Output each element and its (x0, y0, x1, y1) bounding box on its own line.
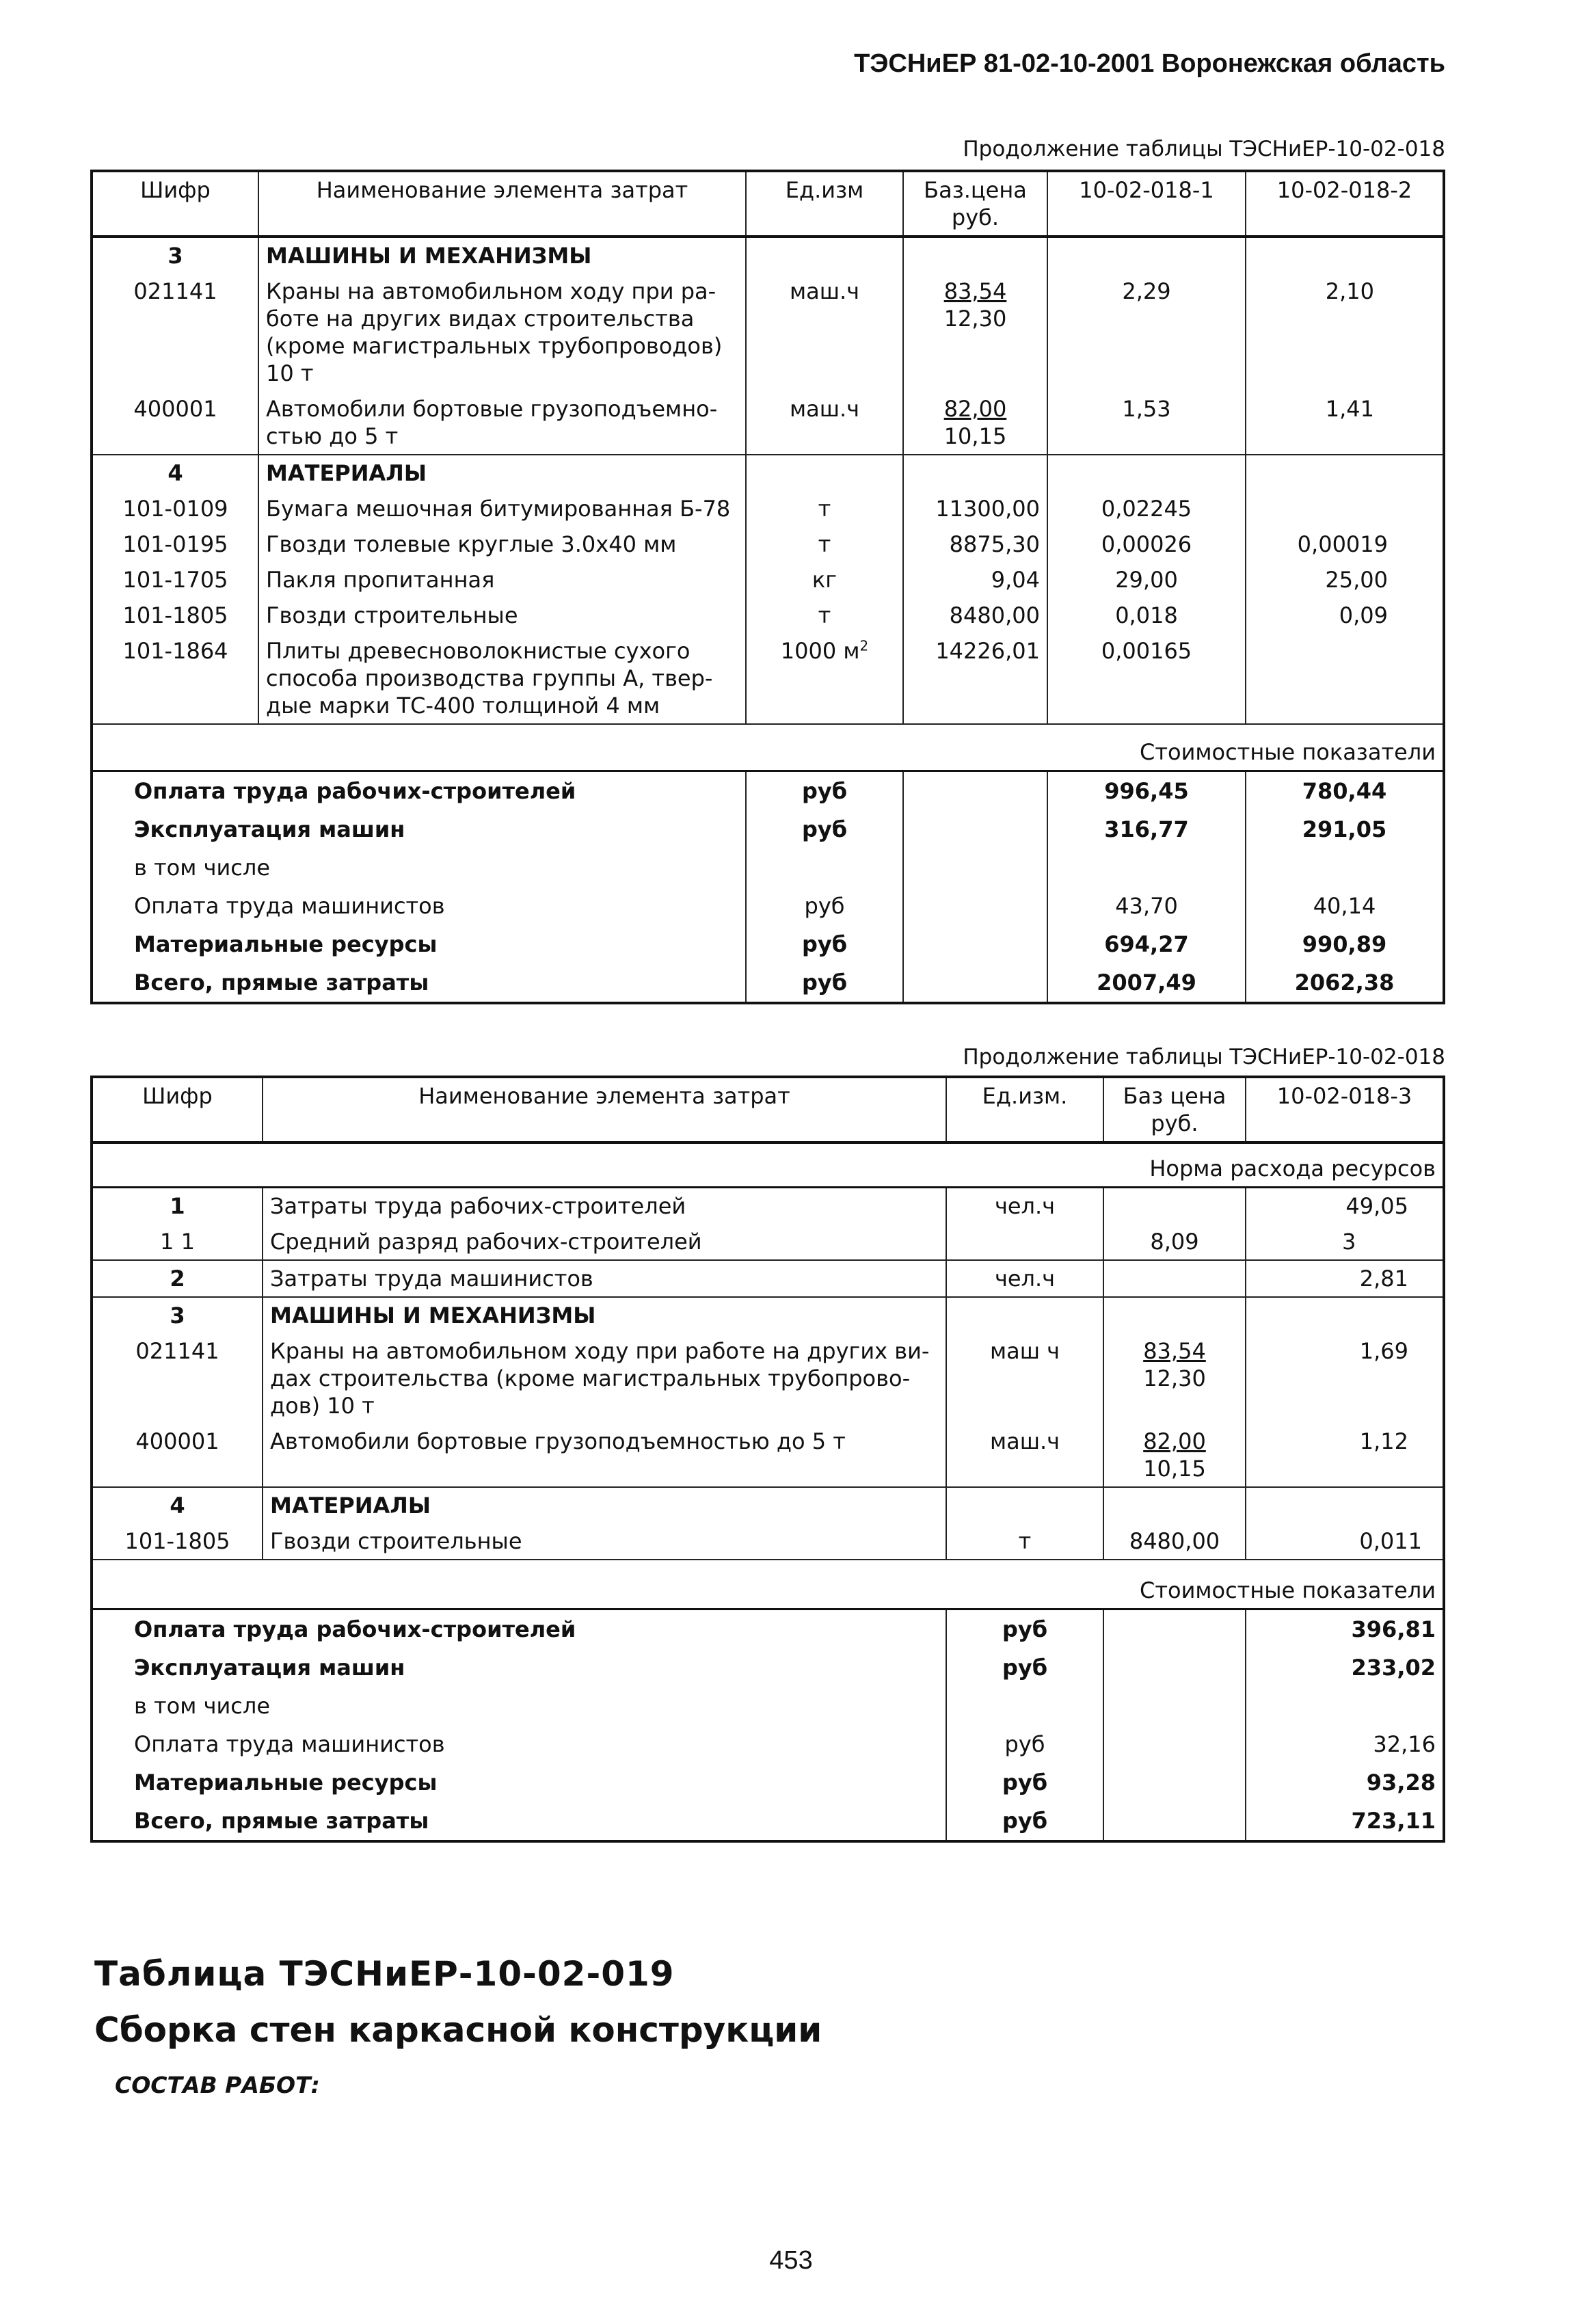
table1-machines-heading (92, 237, 1444, 273)
works-heading: СОСТАВ РАБОТ: (115, 2072, 320, 2098)
cost-row (92, 963, 1444, 1003)
table2 (90, 1076, 1445, 1843)
page-number: 453 (769, 2246, 813, 2275)
row-c1: 2,29 (1047, 273, 1246, 391)
cost-label: Оплата труда машинистов (134, 1731, 445, 1757)
row-name: Пакля пропитанная (258, 562, 746, 598)
section-number: 4 (92, 455, 258, 491)
table-row (92, 526, 1444, 562)
row-code: 2 (92, 1260, 263, 1297)
col-c1-header: 10-02-018-1 (1047, 171, 1246, 237)
norm-label: Норма расхода ресурсов (92, 1143, 1444, 1188)
row-code: 021141 (135, 1338, 219, 1364)
cost-c2: 780,44 (1246, 771, 1444, 811)
row-unit: т (746, 491, 903, 526)
row-code: 101-0109 (122, 496, 228, 522)
cost-row (92, 849, 1444, 887)
page-header: ТЭСНиЕР 81-02-10-2001 Воронежская область (854, 49, 1445, 78)
row-unit: чел.ч (946, 1188, 1103, 1225)
row-price (903, 273, 1047, 391)
row-code: 101-0195 (122, 531, 228, 557)
row-c2: 0,09 (1246, 598, 1444, 633)
cost-unit: руб (746, 771, 903, 811)
cost-indicators-row (92, 1560, 1444, 1610)
table-row (92, 633, 1444, 724)
cost-row (92, 771, 1444, 811)
table-row (92, 1523, 1444, 1560)
cost-c1: 43,70 (1047, 887, 1246, 925)
table1-materials-heading (92, 455, 1444, 491)
cost-c1: 996,45 (1047, 771, 1246, 811)
price-total: 83,54 (1143, 1338, 1206, 1364)
cost-label: Эксплуатация машин (134, 1655, 405, 1681)
table-row (92, 1260, 1444, 1297)
norm-row (92, 1143, 1444, 1188)
cost-row (92, 1610, 1444, 1649)
cost-c1: 2007,49 (1047, 963, 1246, 1003)
row-code: 101-1705 (122, 567, 228, 593)
cost-unit: руб (946, 1648, 1103, 1687)
col-code-header: Шифр (92, 1077, 263, 1143)
row-unit: маш.ч (946, 1424, 1103, 1487)
col-price-header: Баз.цена руб. (903, 171, 1047, 237)
cost-unit: руб (746, 810, 903, 849)
row-name: Автомобили бортовые грузоподъемно-стью до 5 т (258, 391, 746, 455)
col-code-header: Шифр (92, 171, 258, 237)
cost-row (92, 810, 1444, 849)
row-c1: 29,00 (1047, 562, 1246, 598)
col-name-header: Наименование элемента затрат (258, 171, 746, 237)
cost-c2: 990,89 (1246, 925, 1444, 963)
cost-c1: 694,27 (1047, 925, 1246, 963)
cost-label: Всего, прямые затраты (134, 970, 429, 996)
cost-c1: 316,77 (1047, 810, 1246, 849)
row-code: 101-1805 (124, 1528, 230, 1554)
row-code: 1 1 (160, 1229, 195, 1255)
row-price: 9,04 (903, 562, 1047, 598)
cost-row (92, 1648, 1444, 1687)
cost-unit: руб (746, 963, 903, 1003)
row-name: Автомобили бортовые грузоподъемностью до 5 т (263, 1424, 946, 1487)
col-unit-header: Ед.изм. (946, 1077, 1103, 1143)
col-price-header: Баз цена руб. (1103, 1077, 1246, 1143)
cost-label: Оплата труда рабочих-строителей (134, 778, 576, 804)
cost-label: Эксплуатация машин (134, 816, 405, 842)
row-price: 8480,00 (903, 598, 1047, 633)
cost-c3: 233,02 (1246, 1648, 1444, 1687)
section-title: МАТЕРИАЛЫ (258, 455, 746, 491)
row-price (1103, 1333, 1246, 1424)
table-row (92, 562, 1444, 598)
row-unit: т (946, 1523, 1103, 1560)
table-row (92, 1188, 1444, 1225)
row-price (1103, 1424, 1246, 1487)
price-wages: 12,30 (1143, 1365, 1206, 1391)
price-wages: 10,15 (1143, 1456, 1206, 1482)
cost-unit: руб (946, 1802, 1103, 1841)
price-wages: 12,30 (943, 306, 1007, 332)
row-code: 400001 (135, 1428, 219, 1454)
cost-row (92, 1725, 1444, 1763)
cost-label: в том числе (134, 1693, 270, 1719)
row-c3: 0,011 (1246, 1523, 1444, 1560)
table-row (92, 273, 1444, 391)
row-code: 101-1864 (122, 638, 228, 664)
row-unit (746, 633, 903, 724)
price-total: 83,54 (943, 278, 1007, 304)
col-c2-header: 10-02-018-2 (1246, 171, 1444, 237)
cost-indicators-row (92, 724, 1444, 771)
row-c1: 0,02245 (1047, 491, 1246, 526)
table1 (90, 170, 1445, 1004)
row-price (903, 391, 1047, 455)
row-name: Затраты труда рабочих-строителей (263, 1188, 946, 1225)
row-name: Краны на автомобильном ходу при ра-боте на других видах строительства (кроме магистральных трубопроводов) 10 т (258, 273, 746, 391)
row-name: Гвозди толевые круглые 3.0х40 мм (258, 526, 746, 562)
row-c1: 1,53 (1047, 391, 1246, 455)
row-c3: 1,12 (1246, 1424, 1444, 1487)
row-c2 (1246, 491, 1444, 526)
table2-machines-heading (92, 1297, 1444, 1333)
row-name: Гвозди строительные (263, 1523, 946, 1560)
table1-header-row (92, 171, 1444, 237)
cost-c3: 32,16 (1246, 1725, 1444, 1763)
row-c1: 0,00026 (1047, 526, 1246, 562)
row-c1: 0,00165 (1047, 633, 1246, 724)
price-total: 82,00 (1143, 1428, 1206, 1454)
cost-c2: 40,14 (1246, 887, 1444, 925)
row-name: Бумага мешочная битумированная Б-78 (258, 491, 746, 526)
section-title: МАШИНЫ И МЕХАНИЗМЫ (258, 237, 746, 273)
row-c2: 1,41 (1246, 391, 1444, 455)
row-price: 14226,01 (903, 633, 1047, 724)
row-c1: 0,018 (1047, 598, 1246, 633)
row-name: Краны на автомобильном ходу при работе на других ви-дах строительства (кроме магистральных трубопрово-дов) 10 т (263, 1333, 946, 1424)
row-price: 8,09 (1103, 1224, 1246, 1260)
cost-c3: 723,11 (1246, 1802, 1444, 1841)
row-price: 11300,00 (903, 491, 1047, 526)
row-unit: кг (746, 562, 903, 598)
row-name: Гвозди строительные (258, 598, 746, 633)
table-row (92, 1333, 1444, 1424)
table-row (92, 1224, 1444, 1260)
row-code: 400001 (133, 396, 217, 422)
row-name: Затраты труда машинистов (263, 1260, 946, 1297)
section-subtitle: Сборка стен каркасной конструкции (94, 2010, 822, 2050)
section-number: 3 (167, 243, 183, 269)
cost-unit: руб (946, 1763, 1103, 1802)
unit-superscript: 2 (859, 637, 869, 654)
row-unit: т (746, 598, 903, 633)
cost-label: Оплата труда машинистов (134, 893, 445, 919)
row-c3: 2,81 (1246, 1260, 1444, 1297)
row-name: Плиты древесноволокнистые сухого способа производства группы А, твер-дые марки ТС-400 толщиной 4 мм (258, 633, 746, 724)
cost-row (92, 1687, 1444, 1725)
cost-unit: руб (746, 887, 903, 925)
table2-header-row (92, 1077, 1444, 1143)
col-c3-header: 10-02-018-3 (1246, 1077, 1444, 1143)
row-c2: 25,00 (1246, 562, 1444, 598)
cost-indicators-label: Стоимостные показатели (92, 724, 1444, 771)
row-c3: 3 (1246, 1224, 1444, 1260)
section-table-title: Таблица ТЭСНиЕР-10-02-019 (94, 1954, 675, 1994)
unit-text: 1000 м (780, 638, 860, 664)
section-title: МАТЕРИАЛЫ (263, 1487, 946, 1523)
cost-label: Материальные ресурсы (134, 1769, 438, 1795)
cost-unit: руб (946, 1725, 1103, 1763)
price-total: 82,00 (943, 396, 1007, 422)
row-c2: 2,10 (1246, 273, 1444, 391)
cost-row (92, 925, 1444, 963)
row-unit: маш ч (946, 1333, 1103, 1424)
row-c3: 49,05 (1246, 1188, 1444, 1225)
row-unit: чел.ч (946, 1260, 1103, 1297)
row-c2 (1246, 633, 1444, 724)
cost-c2: 2062,38 (1246, 963, 1444, 1003)
row-code: 101-1805 (122, 602, 228, 628)
section-number: 4 (92, 1487, 263, 1523)
price-wages: 10,15 (943, 423, 1007, 449)
cost-row (92, 1802, 1444, 1841)
cost-c3: 93,28 (1246, 1763, 1444, 1802)
col-unit-header: Ед.изм (746, 171, 903, 237)
table1-continuation: Продолжение таблицы ТЭСНиЕР-10-02-018 (963, 137, 1445, 161)
row-unit: маш.ч (746, 273, 903, 391)
row-code: 021141 (133, 278, 217, 304)
cost-row (92, 887, 1444, 925)
table2-materials-heading (92, 1487, 1444, 1523)
section-number: 3 (92, 1297, 263, 1333)
cost-label: Оплата труда рабочих-строителей (134, 1616, 576, 1642)
cost-c2: 291,05 (1246, 810, 1444, 849)
cost-indicators-label: Стоимостные показатели (92, 1560, 1444, 1610)
cost-row (92, 1763, 1444, 1802)
section-title: МАШИНЫ И МЕХАНИЗМЫ (263, 1297, 946, 1333)
row-c3: 1,69 (1246, 1333, 1444, 1424)
row-unit: т (746, 526, 903, 562)
row-unit: маш.ч (746, 391, 903, 455)
row-price: 8480,00 (1103, 1523, 1246, 1560)
table-row (92, 1424, 1444, 1487)
row-price: 8875,30 (903, 526, 1047, 562)
row-c2: 0,00019 (1246, 526, 1444, 562)
table2-continuation: Продолжение таблицы ТЭСНиЕР-10-02-018 (963, 1045, 1445, 1069)
col-name-header: Наименование элемента затрат (263, 1077, 946, 1143)
table-row (92, 491, 1444, 526)
cost-label: Материальные ресурсы (134, 931, 438, 957)
table-row (92, 391, 1444, 455)
row-code: 1 (170, 1193, 185, 1219)
cost-c3: 396,81 (1246, 1610, 1444, 1649)
table-row (92, 598, 1444, 633)
cost-unit: руб (946, 1610, 1103, 1649)
row-name: Средний разряд рабочих-строителей (263, 1224, 946, 1260)
cost-label: Всего, прямые затраты (134, 1808, 429, 1834)
cost-label: в том числе (134, 855, 270, 881)
cost-unit: руб (746, 925, 903, 963)
